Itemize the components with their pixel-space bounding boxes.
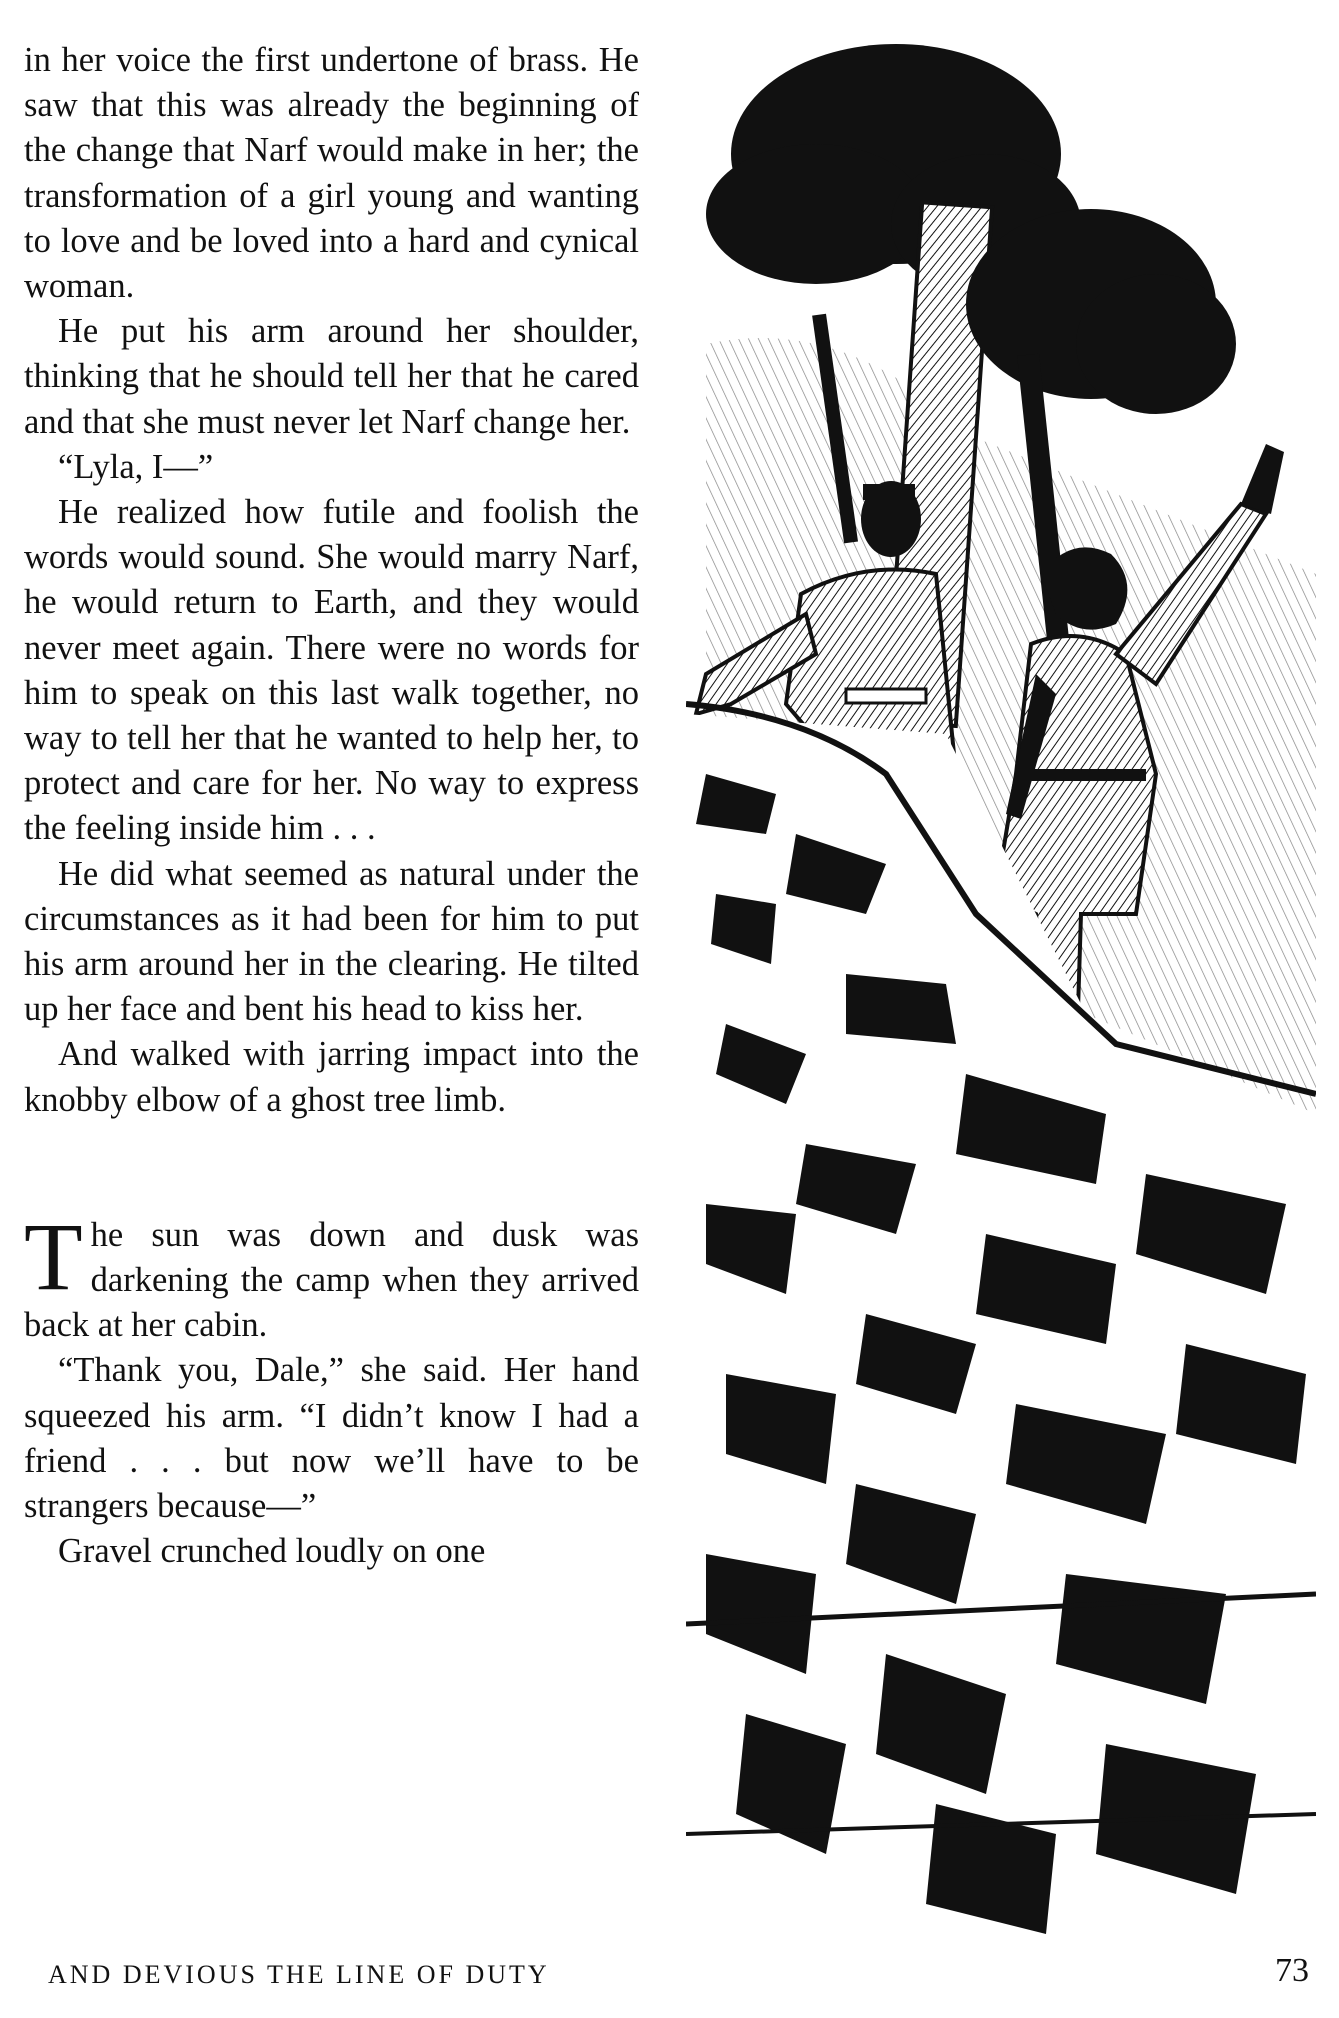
tree-canopy-secondary	[966, 209, 1236, 414]
paragraph-3-dialogue: “Lyla, I—”	[58, 447, 214, 486]
section-break	[24, 1123, 639, 1213]
section-2-opening-paragraph	[24, 1202, 639, 1349]
drop-cap: T	[24, 1202, 83, 1310]
article-text-column	[24, 38, 639, 1575]
artist-signature: GLS	[1258, 1553, 1289, 1570]
page-number: 73	[1275, 1952, 1309, 1989]
story-illustration	[686, 14, 1316, 1942]
illustration-drawing	[686, 14, 1316, 1942]
paragraph-8: “Thank you, Dale,” she said. Her hand squeezed his arm. “I didn’t know I had a friend . . . but now we’ll have to be strangers because—”	[24, 1351, 639, 1526]
paragraph-9: Gravel crunched loudly on one	[58, 1532, 486, 1571]
paragraph-2: He put his arm around her shoulder, thinking that he should tell her that he cared and that she must never let Narf change her.	[24, 312, 639, 441]
paragraph-5: He did what seemed as natural under the circumstances as it had been for him to put his arm around her in the clearing. He tilted up her face and bent his head to kiss her.	[24, 854, 639, 1029]
paragraph-4: He realized how futile and foolish the words would sound. She would marry Narf, he would return to Earth, and they would never meet again. There were no words for him to speak on this last walk together, no way to tell her that he wanted to help her, to protect and care for her. No way to express the feeling inside him . . .	[24, 493, 639, 848]
opening-paragraph-text: he sun was down and dusk was darkening the camp when they arrived back at her cabin.	[24, 1215, 639, 1345]
running-footer-title: AND DEVIOUS THE LINE OF DUTY	[48, 1960, 550, 1989]
paragraph-1: in her voice the first undertone of brass. He saw that this was already the beginning of the change that Narf would make in her; the transformation of a girl young and wanting to love and be loved into a hard and cynical woman.	[24, 41, 639, 306]
paragraph-6: And walked with jarring impact into the knobby elbow of a ghost tree limb.	[24, 1035, 639, 1119]
